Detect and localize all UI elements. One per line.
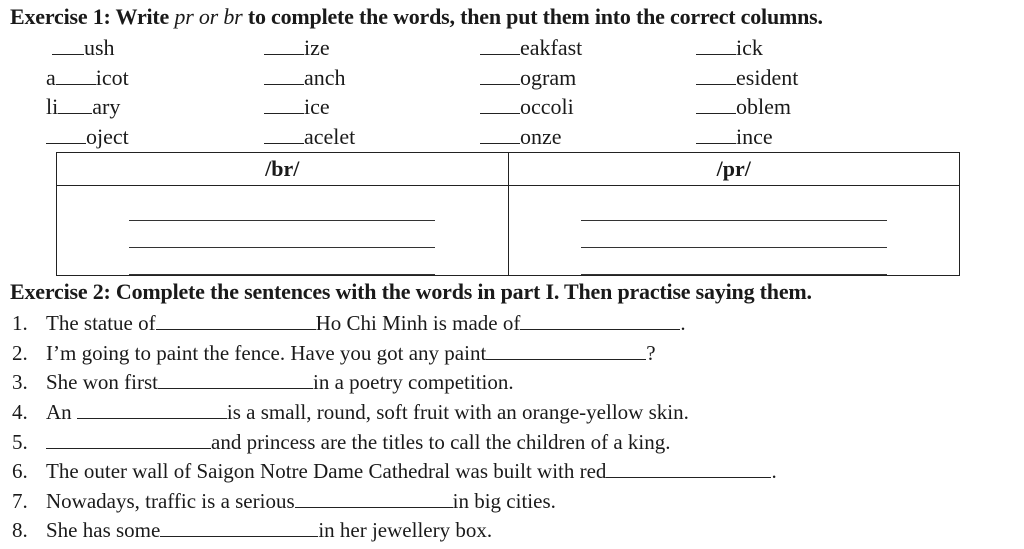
word-item: esident xyxy=(696,65,798,91)
answer-blank[interactable] xyxy=(606,461,771,478)
answer-blank[interactable] xyxy=(77,402,227,419)
word-item: eakfast xyxy=(480,35,582,61)
sentence-6: 6. The outer wall of Saigon Notre Dame Cathedral was built with red . xyxy=(12,459,777,483)
answer-blank[interactable] xyxy=(160,520,318,537)
word-item: ick xyxy=(696,35,763,61)
word-item: acelet xyxy=(264,124,355,150)
word-item: li ary xyxy=(46,94,121,119)
word-item: onze xyxy=(480,124,562,150)
answer-line[interactable] xyxy=(581,221,887,248)
answer-line[interactable] xyxy=(129,194,435,221)
sound-columns-table xyxy=(56,152,960,276)
exercise-1-title-a: Exercise 1: Write xyxy=(10,4,170,29)
word-item: occoli xyxy=(480,94,574,120)
answer-blank[interactable] xyxy=(520,313,680,330)
sentence-4: 4. An is a small, round, soft fruit with an orange-yellow skin. xyxy=(12,400,689,424)
exercise-2-title: Exercise 2: Complete the sentences with the words in part I. Then practise saying them. xyxy=(10,279,812,304)
word-item: oblem xyxy=(696,94,791,120)
column-header-br: /br/ xyxy=(57,153,509,186)
word-item: ush xyxy=(52,35,115,61)
exercise-1-title xyxy=(10,4,823,30)
word-item: oject xyxy=(46,124,129,150)
answer-blank[interactable] xyxy=(486,343,646,360)
word-item: anch xyxy=(264,65,346,91)
sentence-5: 5. and princess are the titles to call the children of a king. xyxy=(12,430,671,454)
word-item: ogram xyxy=(480,65,576,91)
column-br-answers xyxy=(57,186,509,276)
answer-blank[interactable] xyxy=(46,432,211,449)
answer-blank[interactable] xyxy=(295,491,453,508)
column-header-pr: /pr/ xyxy=(508,153,960,186)
exercise-1-title-b: to complete the words, then put them into the correct columns. xyxy=(247,4,823,29)
word-item: ize xyxy=(264,35,330,61)
sentence-7: 7. Nowadays, traffic is a serious in big cities. xyxy=(12,489,556,513)
answer-blank[interactable] xyxy=(156,313,316,330)
word-item: a icot xyxy=(46,65,129,90)
sentence-8: 8. She has some in her jewellery box. xyxy=(12,518,493,542)
word-item: ice xyxy=(264,94,330,120)
word-item: ince xyxy=(696,124,773,150)
exercise-1-title-italic: pr or br xyxy=(174,4,243,29)
answer-line[interactable] xyxy=(129,221,435,248)
answer-line[interactable] xyxy=(581,194,887,221)
answer-line[interactable] xyxy=(129,248,435,275)
answer-line[interactable] xyxy=(581,248,887,275)
answer-blank[interactable] xyxy=(158,372,313,389)
sentence-2: 2. I’m going to paint the fence. Have you got any paint ? xyxy=(12,341,656,365)
sentence-1: 1. The statue of Ho Chi Minh is made of . xyxy=(12,311,686,335)
sentence-3: 3. She won first in a poetry competition. xyxy=(12,370,514,394)
column-pr-answers xyxy=(508,186,960,276)
